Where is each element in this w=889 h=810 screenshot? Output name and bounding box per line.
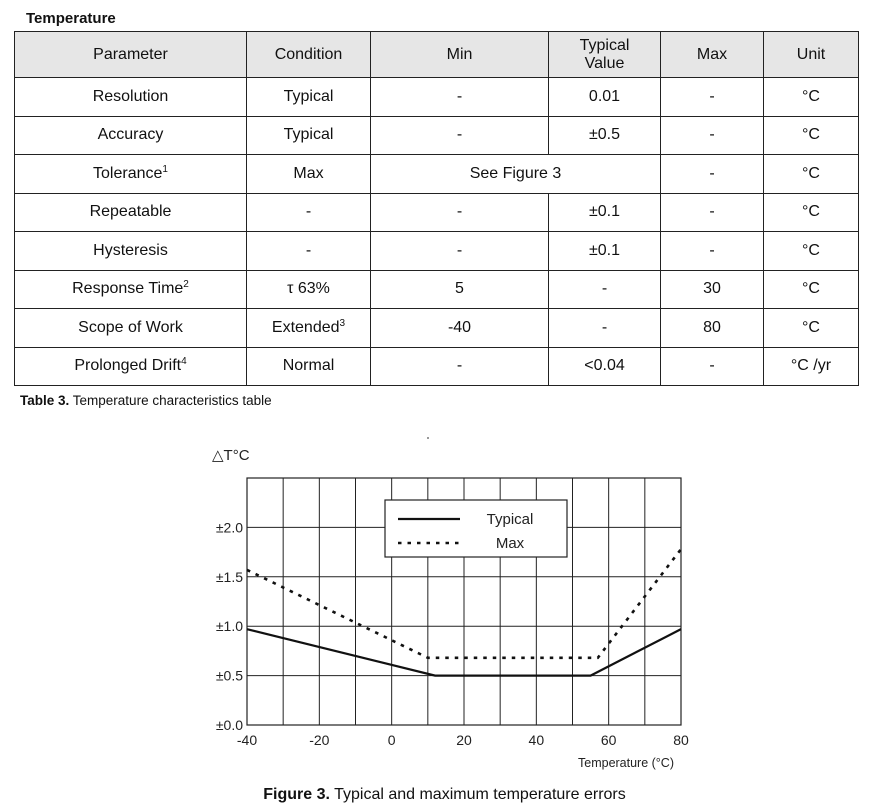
cell-unit: °C — [764, 116, 859, 155]
cell-typical: 0.01 — [549, 78, 661, 117]
footnote-marker: 1 — [162, 163, 168, 175]
cell-parameter: Hysteresis — [15, 232, 247, 271]
table-header-row — [15, 32, 859, 78]
table-row — [15, 193, 859, 232]
legend-label-max: Max — [495, 535, 525, 552]
x-tick-label: -40 — [236, 732, 258, 748]
cell-typical: ±0.1 — [549, 232, 661, 271]
cell-max: - — [661, 155, 764, 194]
cell-typical: ±0.5 — [549, 116, 661, 155]
chart-legend — [385, 500, 567, 557]
table-caption-label: Table 3. — [20, 393, 70, 408]
cell-typical: ±0.1 — [549, 193, 661, 232]
y-tick-label: ±1.0 — [215, 618, 243, 635]
temperature-error-chart — [190, 440, 710, 780]
cell-min: 5 — [371, 270, 549, 309]
legend-box — [385, 500, 567, 557]
x-tick-label: 0 — [387, 732, 396, 748]
y-tick-label: ±0.0 — [215, 717, 243, 733]
cell-unit: °C /yr — [764, 347, 859, 386]
cell-condition: - — [247, 193, 371, 232]
cell-min: - — [371, 193, 549, 232]
table-row — [15, 155, 859, 194]
cell-max: - — [661, 116, 764, 155]
cell-max: - — [661, 232, 764, 271]
header-typical-line1: Typical — [579, 36, 630, 54]
x-tick-label: 80 — [673, 732, 689, 748]
x-tick-label: 60 — [600, 732, 617, 748]
cell-parameter — [15, 347, 247, 386]
cell-unit: °C — [764, 78, 859, 117]
cell-unit: °C — [764, 155, 859, 194]
x-axis-label: Temperature (°C) — [578, 756, 674, 770]
cell-max: 30 — [661, 270, 764, 309]
cell-min: -40 — [371, 309, 549, 348]
cell-parameter-text: Response Time — [72, 280, 184, 298]
figure-caption — [0, 786, 889, 804]
cell-max: - — [661, 193, 764, 232]
header-min: Min — [371, 32, 549, 78]
x-tick-label: 40 — [528, 732, 545, 748]
cell-condition: Typical — [247, 78, 371, 117]
cell-condition — [247, 309, 371, 348]
cell-parameter — [15, 270, 247, 309]
cell-parameter: Resolution — [15, 78, 247, 117]
cell-parameter: Accuracy — [15, 116, 247, 155]
footnote-marker: 3 — [339, 317, 346, 329]
cell-unit: °C — [764, 309, 859, 348]
header-parameter: Parameter — [15, 32, 247, 78]
cell-unit: °C — [764, 270, 859, 309]
cell-condition-text: Extended — [271, 318, 340, 336]
stray-dot — [427, 437, 429, 439]
table-row — [15, 116, 859, 155]
cell-condition: Max — [247, 155, 371, 194]
cell-parameter: Scope of Work — [15, 309, 247, 348]
cell-min: - — [371, 116, 549, 155]
table-row — [15, 270, 859, 309]
table-caption-text: Temperature characteristics table — [69, 393, 272, 408]
legend-label-typical: Typical — [486, 511, 534, 528]
table-caption — [20, 393, 272, 408]
footnote-marker: 4 — [181, 356, 187, 368]
footnote-marker: 2 — [183, 279, 189, 291]
cell-min: - — [371, 78, 549, 117]
cell-max: - — [661, 78, 764, 117]
y-tick-label: ±1.5 — [215, 568, 243, 585]
figure-caption-text: Typical and maximum temperature errors — [329, 786, 626, 803]
table-row — [15, 232, 859, 271]
y-tick-label: ±2.0 — [215, 519, 243, 536]
header-max: Max — [661, 32, 764, 78]
section-title: Temperature — [26, 10, 116, 27]
header-typical-value — [549, 32, 661, 78]
y-axis-label: △T°C — [212, 447, 250, 464]
cell-max: - — [661, 347, 764, 386]
cell-condition: Typical — [247, 116, 371, 155]
table-row — [15, 347, 859, 386]
temperature-characteristics-table — [14, 31, 859, 386]
cell-min: - — [371, 232, 549, 271]
x-tick-label: 20 — [456, 732, 472, 748]
cell-parameter: Repeatable — [15, 193, 247, 232]
cell-condition: τ 63% — [247, 270, 371, 309]
cell-typical: <0.04 — [549, 347, 661, 386]
cell-condition: - — [247, 232, 371, 271]
cell-typical: - — [549, 270, 661, 309]
cell-max: 80 — [661, 309, 764, 348]
header-typical-line2: Value — [584, 54, 625, 72]
cell-unit: °C — [764, 193, 859, 232]
cell-min: - — [371, 347, 549, 386]
x-tick-label: -20 — [309, 732, 330, 748]
header-condition: Condition — [247, 32, 371, 78]
y-tick-label: ±0.5 — [215, 667, 243, 684]
cell-unit: °C — [764, 232, 859, 271]
header-unit: Unit — [764, 32, 859, 78]
figure-caption-label: Figure 3. — [263, 786, 330, 803]
cell-condition: Normal — [247, 347, 371, 386]
cell-typical: - — [549, 309, 661, 348]
cell-parameter-text: Tolerance — [93, 164, 163, 182]
cell-parameter-text: Prolonged Drift — [74, 357, 182, 375]
cell-parameter — [15, 155, 247, 194]
table-row — [15, 78, 859, 117]
table-row — [15, 309, 859, 348]
cell-merged-min-typical: See Figure 3 — [371, 155, 661, 194]
